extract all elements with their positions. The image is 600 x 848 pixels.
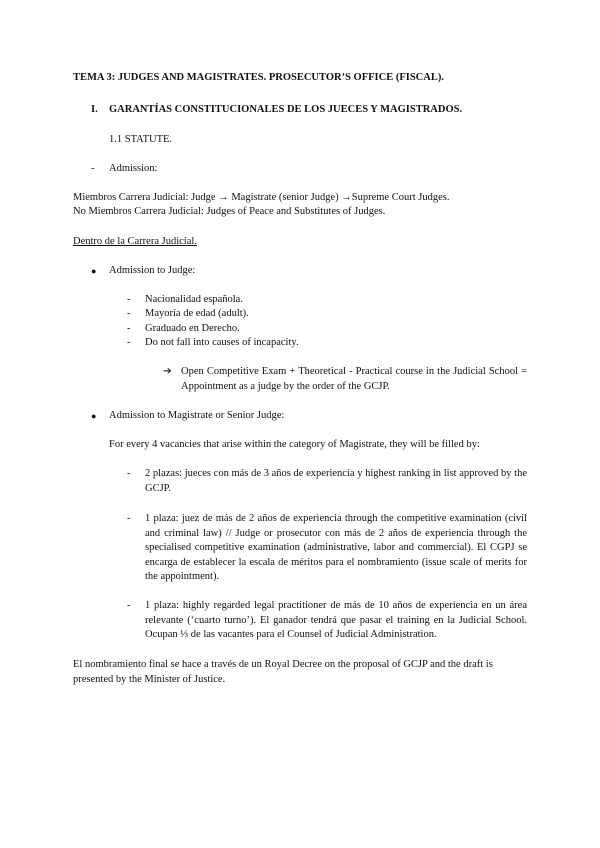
arrow-icon: ➔ <box>163 366 172 377</box>
bullet-marker: ● <box>91 411 97 421</box>
members-line: Miembros Carrera Judicial: Judge → Magistrate (senior Judge) →Supreme Court Judges. <box>73 192 450 203</box>
dash-marker: - <box>127 513 131 524</box>
subsection-heading: 1.1 STATUTE. <box>109 134 173 145</box>
vacancy-item: 2 plazas: jueces con más de 3 años de experiencia y highest ranking in list approved by the GCJP. <box>145 468 527 494</box>
judge-appointment-path: Open Competitive Exam + Theoretical - Practical course in the Judicial School = Appointment as a judge by the order of the GCJP. <box>181 366 527 392</box>
admission-judge-label: Admission to Judge: <box>109 265 196 276</box>
document-title: TEMA 3: JUDGES AND MAGISTRATES. PROSECUTOR’S OFFICE (FISCAL). <box>73 72 444 83</box>
dash-marker: - <box>127 468 131 479</box>
dash-marker: - <box>127 323 131 334</box>
admission-magistrate-label: Admission to Magistrate or Senior Judge: <box>109 410 285 421</box>
requirement-item: Mayoría de edad (adult). <box>145 308 249 319</box>
requirement-item: Graduado en Derecho. <box>145 323 240 334</box>
vacancy-item: 1 plaza: juez de más de 2 años de experiencia through the competitive examination (civil and criminal law) // Judge or prosecutor con más de 2 años de experiencia through the specialised competitive examination (administrative, labor and commercial). El CGPJ se encarga de establecer la escala de méritos para el nombramiento (issue scale of merits for the appointment). <box>145 513 527 582</box>
bullet-marker: ● <box>91 266 97 276</box>
final-paragraph: El nombramiento final se hace a través de un Royal Decree on the proposal of GCJP and the draft is presented by the Minister of Justice. <box>73 659 493 685</box>
requirement-item: Do not fall into causes of incapacity. <box>145 337 299 348</box>
section-heading: GARANTÍAS CONSTITUCIONALES DE LOS JUECES Y MAGISTRADOS. <box>109 104 463 115</box>
dash-marker: - <box>91 163 95 174</box>
admission-item: Admission: <box>109 163 158 174</box>
vacancies-intro: For every 4 vacancies that arise within the category of Magistrate, they will be filled by: <box>109 439 480 450</box>
within-career-heading: Dentro de la Carrera Judicial. <box>73 236 197 247</box>
dash-marker: - <box>127 337 131 348</box>
vacancy-item: 1 plaza: highly regarded legal practitioner de más de 10 años de experiencia en un área relevante (‘cuarto turno’). El ganador tendrá que pasar el training en la Judicial School. Ocupan ⅓ de las vacantes para el Counsel of Judicial Administration. <box>145 600 527 640</box>
dash-marker: - <box>127 308 131 319</box>
section-number: I. <box>91 104 98 115</box>
dash-marker: - <box>127 294 131 305</box>
non-members-line: No Miembros Carrera Judicial: Judges of Peace and Substitutes of Judges. <box>73 206 386 217</box>
dash-marker: - <box>127 600 131 611</box>
requirement-item: Nacionalidad española. <box>145 294 243 305</box>
